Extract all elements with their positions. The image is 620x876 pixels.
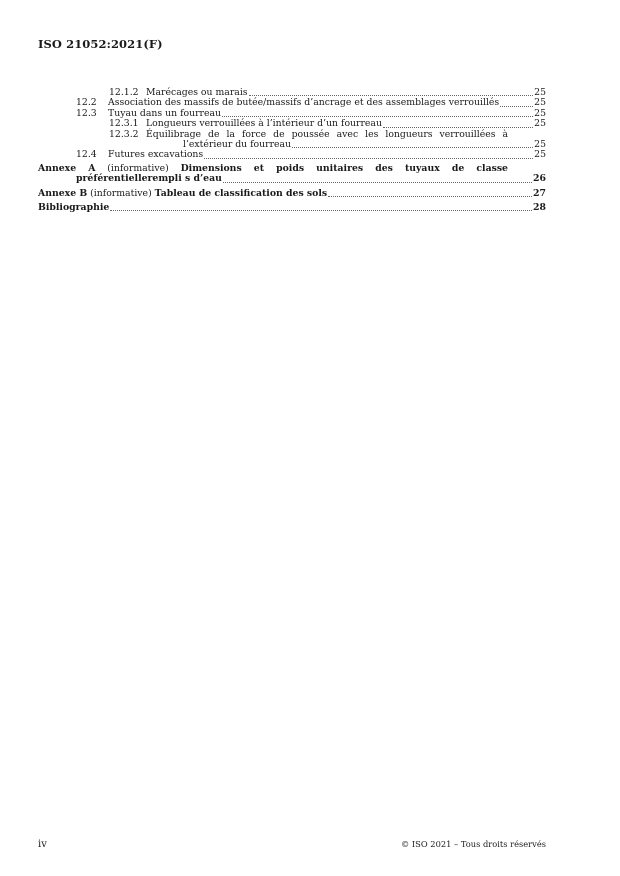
toc-entry-page: 27 bbox=[533, 187, 546, 199]
toc-entry-number: 12.3.1 bbox=[109, 118, 139, 130]
annex-title-line2: préférentiellerempli s d’eau bbox=[76, 173, 222, 185]
toc-entry-page: 25 bbox=[534, 97, 546, 109]
copyright-notice: © ISO 2021 – Tous droits réservés bbox=[400, 839, 546, 849]
toc-entry-bibliography[interactable] bbox=[38, 203, 546, 213]
toc-entry-annex-b[interactable] bbox=[38, 189, 546, 199]
toc-entry-title-line2: l’extérieur du fourreau bbox=[183, 139, 292, 151]
dot-leader bbox=[500, 106, 533, 107]
document-id: ISO 21052:2021(F) bbox=[38, 37, 163, 51]
toc-entry-page: 25 bbox=[534, 87, 546, 98]
annex-note: (informative) bbox=[90, 187, 152, 199]
annex-label: Annexe A bbox=[38, 162, 96, 174]
dot-leader bbox=[383, 127, 533, 128]
toc-entry-number: 12.2 bbox=[76, 97, 97, 109]
page-number: iv bbox=[38, 839, 47, 850]
toc-entry-title: Marécages ou marais bbox=[146, 87, 248, 98]
dot-leader bbox=[328, 196, 532, 197]
bibliography-title: Bibliographie bbox=[38, 202, 110, 214]
annex-label: Annexe B bbox=[38, 187, 88, 199]
dot-leader bbox=[204, 158, 533, 159]
dot-leader bbox=[223, 182, 532, 183]
dot-leader bbox=[249, 95, 534, 96]
toc-entry-page: 25 bbox=[534, 149, 546, 161]
toc-entry-number: 12.1.2 bbox=[109, 87, 139, 98]
toc-entry-page: 25 bbox=[534, 139, 546, 151]
dot-leader bbox=[110, 210, 532, 211]
toc-entry-page: 25 bbox=[534, 118, 546, 130]
toc-entry-12-4[interactable] bbox=[38, 150, 546, 160]
annex-title-line1: Dimensions et poids unitaires des tuyaux de classe bbox=[180, 162, 508, 174]
toc-entry-title: Tuyau dans un fourreau bbox=[108, 107, 222, 119]
toc-entry-title: Longueurs verrouillées à l’intérieur d’un fourreau bbox=[146, 118, 382, 130]
toc-entry-annex-a[interactable] bbox=[38, 164, 546, 185]
toc-entry-page: 25 bbox=[534, 107, 546, 119]
toc-entry-number: 12.3.2 bbox=[109, 128, 139, 140]
annex-note: (informative) bbox=[107, 162, 169, 174]
annex-title: Tableau de classification des sols bbox=[154, 187, 328, 199]
toc-entry-12-3-2[interactable] bbox=[38, 130, 546, 151]
dot-leader bbox=[292, 147, 533, 148]
dot-leader bbox=[222, 116, 533, 117]
toc-entry-page: 26 bbox=[533, 173, 546, 185]
toc-entry-page: 28 bbox=[533, 202, 546, 214]
toc-entry-title-line1: Équilibrage de la force de poussée avec les longueurs verrouillées à bbox=[146, 128, 508, 140]
toc-entry-number: 12.3 bbox=[76, 107, 97, 119]
table-of-contents bbox=[38, 88, 546, 213]
toc-entry-number: 12.4 bbox=[76, 149, 97, 161]
toc-entry-title: Association des massifs de butée/massifs d’ancrage et des assemblages verrouillés bbox=[108, 97, 500, 109]
toc-entry-title: Futures excavations bbox=[108, 149, 204, 161]
